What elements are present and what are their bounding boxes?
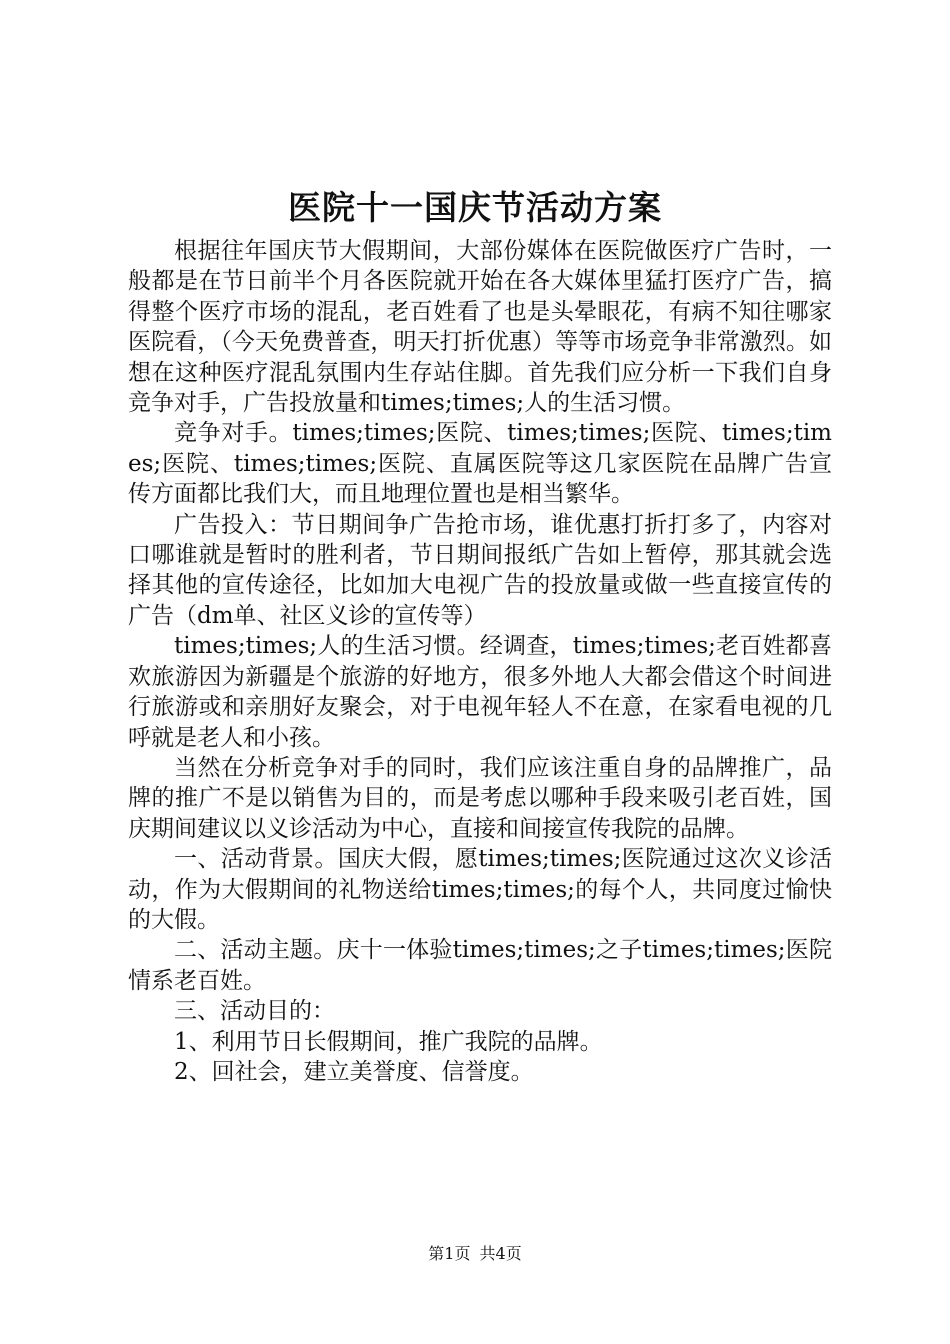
paragraph-theme: 二、活动主题。庆十一体验times;times;之子times;times;医院情系老百姓。 bbox=[128, 937, 832, 994]
paragraph-ad-investment: 广告投入：节日期间争广告抢市场，谁优惠打折打多了，内容对口哪谁就是暂时的胜利者，节日期间报纸广告如上暂停，那其就会选择其他的宣传途径，比如加大电视广告的投放量或做一些直接宣传的广告（dm单、社区义诊的宣传等） bbox=[128, 511, 832, 629]
paragraph-branding: 当然在分析竞争对手的同时，我们应该注重自身的品牌推广，品牌的推广不是以销售为目的，而是考虑以哪种手段来吸引老百姓，国庆期间建议以义诊活动为中心，直接和间接宣传我院的品牌。 bbox=[128, 754, 832, 842]
paragraph-background: 一、活动背景。国庆大假，愿times;times;医院通过这次义诊活动，作为大假期间的礼物送给times;times;的每个人，共同度过愉快的大假。 bbox=[128, 846, 832, 933]
page-total: 共4页 bbox=[479, 1244, 522, 1263]
paragraph-goal-2: 2、回社会，建立美誉度、信誉度。 bbox=[174, 1058, 534, 1085]
page-footer bbox=[0, 1243, 950, 1265]
page-number: 第1页 bbox=[428, 1244, 471, 1263]
paragraph-intro: 根据往年国庆节大假期间，大部份媒体在医院做医疗广告时，一般都是在节日前半个月各医院就开始在各大媒体里猛打医疗广告，搞得整个医疗市场的混乱，老百姓看了也是头晕眼花，有病不知往哪家医院看，（今天免费普查，明天打折优惠）等等市场竞争非常激烈。如想在这种医疗混乱氛围内生存站住脚。首先我们应分析一下我们自身竞争对手，广告投放量和times;times;人的生活习惯。 bbox=[128, 238, 832, 417]
document-title: 医院十一国庆节活动方案 bbox=[288, 188, 662, 227]
paragraph-goal-1: 1、利用节日长假期间，推广我院的品牌。 bbox=[174, 1028, 603, 1055]
paragraph-competitors: 竞争对手。times;times;医院、times;times;医院、times;times;医院、times;times;医院、直属医院等这几家医院在品牌广告宣传方面都比我们大，而且地理位置也是相当繁华。 bbox=[128, 420, 832, 508]
document-body bbox=[128, 236, 832, 1087]
paragraph-habits: times;times;人的生活习惯。经调查，times;times;老百姓都喜欢旅游因为新疆是个旅游的好地方，很多外地人大都会借这个时间进行旅游或和亲朋好友聚会，对于电视年轻人不在意，在家看电视的几呼就是老人和小孩。 bbox=[128, 633, 832, 751]
paragraph-goals-heading: 三、活动目的： bbox=[174, 998, 335, 1025]
